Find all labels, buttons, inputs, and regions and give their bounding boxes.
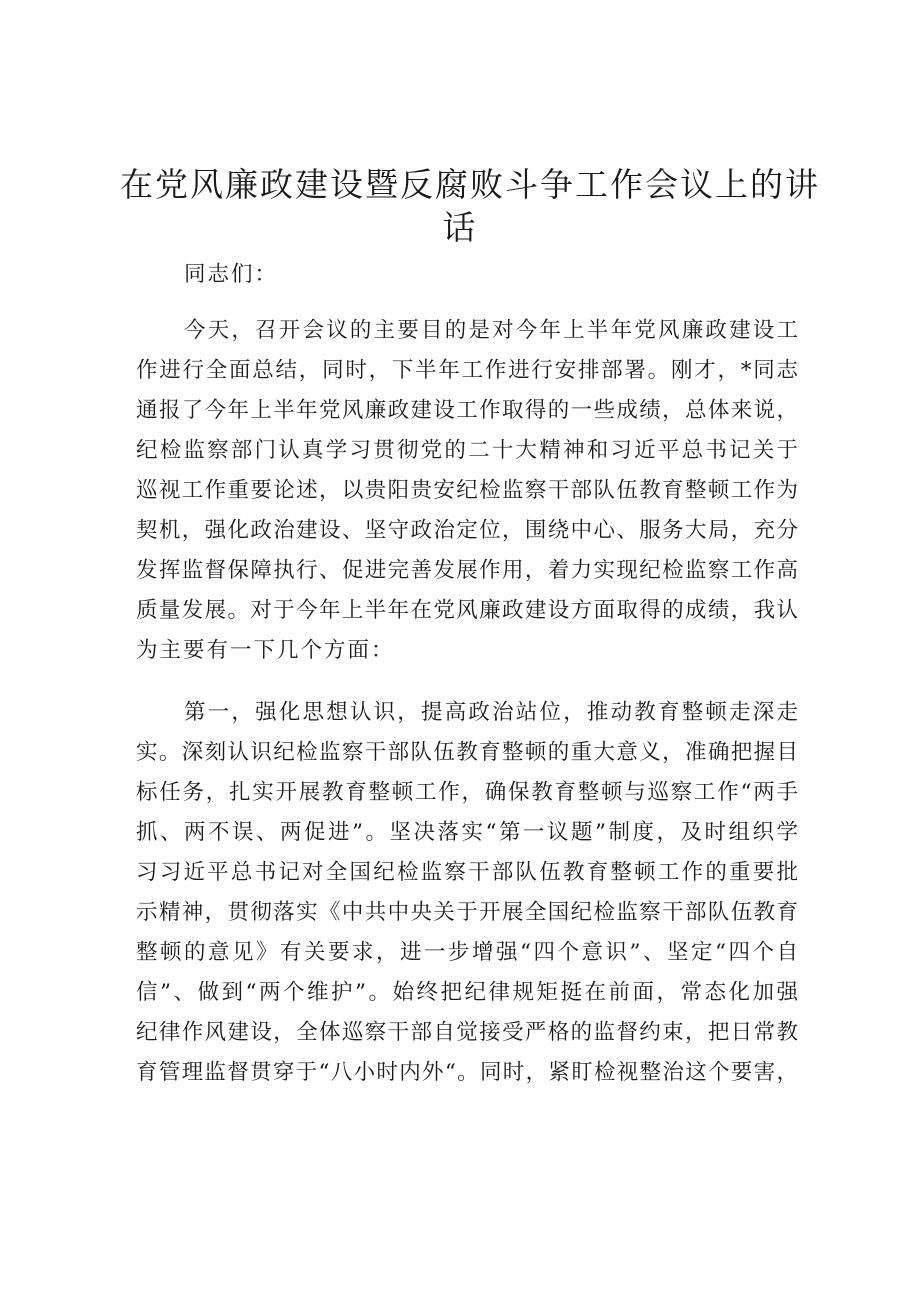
paragraph-line: 质量发展。对于今年上半年在党风廉政建设方面取得的成绩，我认 bbox=[136, 598, 798, 623]
paragraph-line: 通报了今年上半年党风廉政建设工作取得的一些成绩，总体来说， bbox=[136, 398, 798, 423]
paragraph-line: 契机，强化政治建设、坚守政治定位，围绕中心、服务大局，充分 bbox=[136, 518, 798, 543]
paragraph-line: 整顿的意见》有关要求，进一步增强“四个意识”、坚定“四个自 bbox=[136, 940, 798, 965]
paragraph-line: 作进行全面总结，同时，下半年工作进行安排部署。刚才，*同志 bbox=[136, 358, 798, 383]
document-title-line-1: 在党风廉政建设暨反腐败斗争工作会议上的讲 bbox=[120, 165, 820, 204]
paragraph-line: 习习近平总书记对全国纪检监察干部队伍教育整顿工作的重要批 bbox=[136, 860, 798, 885]
paragraph-line: 第一，强化思想认识，提高政治站位，推动教育整顿走深走 bbox=[184, 700, 798, 725]
document-title-line-2: 话 bbox=[442, 208, 478, 247]
paragraph-line: 纪检监察部门认真学习贯彻党的二十大精神和习近平总书记关于 bbox=[136, 438, 798, 463]
paragraph-line: 为主要有一下几个方面： bbox=[136, 638, 395, 663]
paragraph-line: 纪律作风建设，全体巡察干部自觉接受严格的监督约束，把日常教 bbox=[136, 1020, 798, 1045]
paragraph-line: 育管理监督贯穿于“八小时内外“。同时，紧盯检视整治这个要害， bbox=[136, 1060, 798, 1085]
paragraph-line: 标任务，扎实开展教育整顿工作，确保教育整顿与巡察工作“两手 bbox=[136, 780, 798, 805]
paragraph-line: 示精神，贯彻落实《中共中央关于开展全国纪检监察干部队伍教育 bbox=[136, 900, 798, 925]
paragraph-line: 巡视工作重要论述，以贵阳贵安纪检监察干部队伍教育整顿工作为 bbox=[136, 478, 798, 503]
paragraph-line: 抓、两不误、两促进”。坚决落实“第一议题”制度，及时组织学 bbox=[136, 820, 798, 845]
paragraph-line: 今天，召开会议的主要目的是对今年上半年党风廉政建设工 bbox=[184, 318, 798, 343]
salutation: 同志们： bbox=[184, 262, 279, 287]
paragraph-line: 发挥监督保障执行、促进完善发展作用，着力实现纪检监察工作高 bbox=[136, 558, 798, 583]
paragraph-line: 信”、做到“两个维护”。始终把纪律规矩挺在前面，常态化加强 bbox=[136, 980, 798, 1005]
paragraph-line: 实。深刻认识纪检监察干部队伍教育整顿的重大意义，准确把握目 bbox=[136, 740, 798, 765]
